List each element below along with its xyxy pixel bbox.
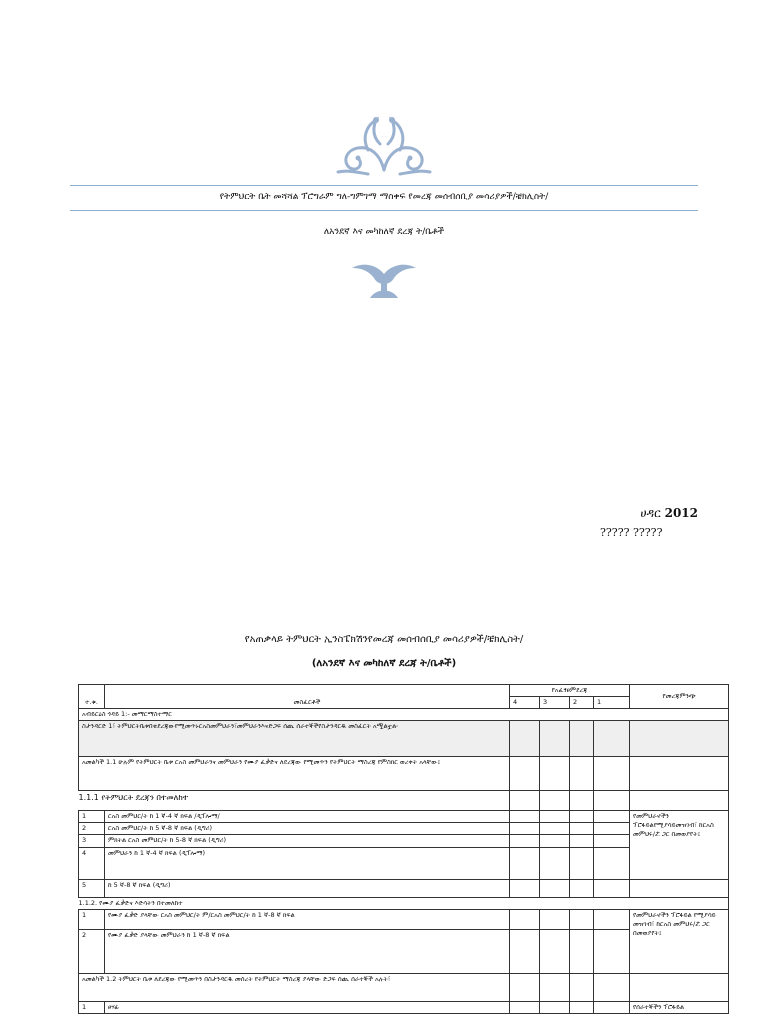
row-text: ፀሃፊ bbox=[105, 1001, 510, 1013]
level-3: 3 bbox=[540, 697, 570, 709]
table-row bbox=[79, 879, 729, 897]
indicator-1-2: አመልካች 1.2 ትምህርት ቤቱ ለደረጃው የሚመጥን በስታንዳርዱ መሰረት የትምህርት ማስረጃ ያላቸው ድጋፍ ሰጪ ሰራተኞች አሉት፣ bbox=[79, 973, 510, 1001]
table-row bbox=[79, 909, 729, 929]
row-number: 2 bbox=[79, 929, 105, 973]
row-text: የሙያ ፈቃድ ያላቸው መምህራን ከ 1 ኛ-8 ኛ ክፍል bbox=[105, 929, 510, 973]
data-source-c: የሰራተኞችን ፕሮፋይል bbox=[630, 1001, 729, 1013]
table-row bbox=[79, 811, 729, 823]
ornament-emblem bbox=[350, 258, 418, 302]
row-number: 3 bbox=[79, 835, 105, 847]
section-title: የአጠቃላይ ትምህርት ኢንስፔክሽንየመረጃ መሰብሰቢያ መሳሪያዎች/ቼክሊስት/ bbox=[244, 634, 524, 645]
row-text: ምክትል ርአስ መምህር/ት ከ 5-8 ኛ ክፍል (ዲግሪ) bbox=[105, 835, 510, 847]
row-text: ርአስ መምህር/ት ከ 5 ኛ-8 ኛ ክፍል (ዲግሪ) bbox=[105, 823, 510, 835]
row-text: መምህራን ከ 1 ኛ-4 ኛ ክፍል (ዲፕሎማ) bbox=[105, 847, 510, 879]
standard-text: ስታንዳርድ 1፣ ትምህርትቤቱበቂደረጃውየሚመጥኑርአስመምህራን፣መምህራንእናድጋፍ ሰጪ ሰራተኞችየስታንዳርዱ መስፈርት አሟልቷል፡ bbox=[79, 721, 510, 757]
indicator-row bbox=[79, 757, 729, 791]
subheading-row bbox=[79, 897, 729, 909]
table-row bbox=[79, 1001, 729, 1013]
row-number: 1 bbox=[79, 1001, 105, 1013]
section-subtitle: (ለአንደኛ እና መካከለኛ ደረጃ ት/ቤቶች) bbox=[311, 658, 457, 669]
row-number: 5 bbox=[79, 879, 105, 897]
document-subtitle: ለአንደኛ እና መካከለኛ ደረጃ ት/ቤቶች bbox=[323, 227, 445, 237]
domain-label: አብይርዕስ ጎዳይ 1:- መማርማስተማር bbox=[79, 709, 729, 721]
subheading-1-1-1: 1.1.1 የትምህርት ደረጃን በተመለከተ bbox=[79, 791, 510, 811]
data-source-a: የመምህራኖችን ፕሮፋይልየሚያሳይመዝገብ፣ ከርአስ መምህሩ/ሯ ጋር በመወያየት፤ bbox=[630, 811, 729, 879]
indicator-row bbox=[79, 973, 729, 1001]
row-text: ከ 5 ኛ-8 ኛ ክፍል (ዲግሪ) bbox=[105, 879, 510, 897]
level-4: 4 bbox=[510, 697, 540, 709]
subheading-1-1-2: 1.1.2. የሙያ ፈቃድና እድሳትን በተመለከተ bbox=[79, 897, 729, 909]
table-header-row bbox=[79, 685, 729, 697]
level-2: 2 bbox=[570, 697, 594, 709]
level-1: 1 bbox=[594, 697, 630, 709]
standard-row bbox=[79, 721, 729, 757]
header-performance-level: የአፈፃፀምደረጃ bbox=[510, 685, 630, 697]
row-number: 4 bbox=[79, 847, 105, 879]
header-no: ተ.ቁ. bbox=[79, 685, 105, 709]
ornament-flourish-top bbox=[328, 112, 440, 176]
data-source-b: የመምህራኖችን ፕሮፋይል የሚያሳይ መዝገብ፣ ከርአስ መምህሩ/ሯ ጋር በመወያየት፤ bbox=[630, 909, 729, 973]
year-value: 2012 bbox=[664, 506, 698, 520]
header-indicators: መስፈርቶች bbox=[105, 685, 510, 709]
document-title: የትምህርት ቤት መሻሻል ፕሮግራም ግለ-ግምገማ ማስቀፍ የመረጃ መሰብሰቢያ መሳሪያዎች/ቼክሊስት/ bbox=[219, 192, 549, 202]
domain-row bbox=[79, 709, 729, 721]
year-label: ሀዳር bbox=[640, 506, 661, 520]
subheading-row bbox=[79, 791, 729, 811]
checklist-table bbox=[78, 684, 729, 1014]
row-number: 1 bbox=[79, 909, 105, 929]
row-text: የሙያ ፈቃድ ያላቸው ርአስ መምህር/ት ም/ርአስ መምህር/ት ከ 1 ኛ-8 ኛ ክፍል bbox=[105, 909, 510, 929]
row-text: ርአስ መምህር/ት ከ 1 ኛ-4 ኛ ክፍል /ዲፕሎማ/ bbox=[105, 811, 510, 823]
bottom-rule bbox=[70, 210, 698, 211]
row-number: 2 bbox=[79, 823, 105, 835]
row-number: 1 bbox=[79, 811, 105, 823]
year-line bbox=[640, 506, 698, 521]
unrendered-text: ????? ????? bbox=[600, 526, 663, 539]
header-data-source: የመረጃምንጭ bbox=[630, 685, 729, 709]
top-rule bbox=[70, 185, 698, 186]
indicator-1-1: አመልካች 1.1 ሁሉም የትምህርት ቤቱ ርአስ መምህራንና መምህራን የሙያ ፈቃድና ለደረጃው የሚመጥን የትምህርት ማስረጃ የምስክር ወረቀት አላቸው፤ bbox=[79, 757, 510, 791]
